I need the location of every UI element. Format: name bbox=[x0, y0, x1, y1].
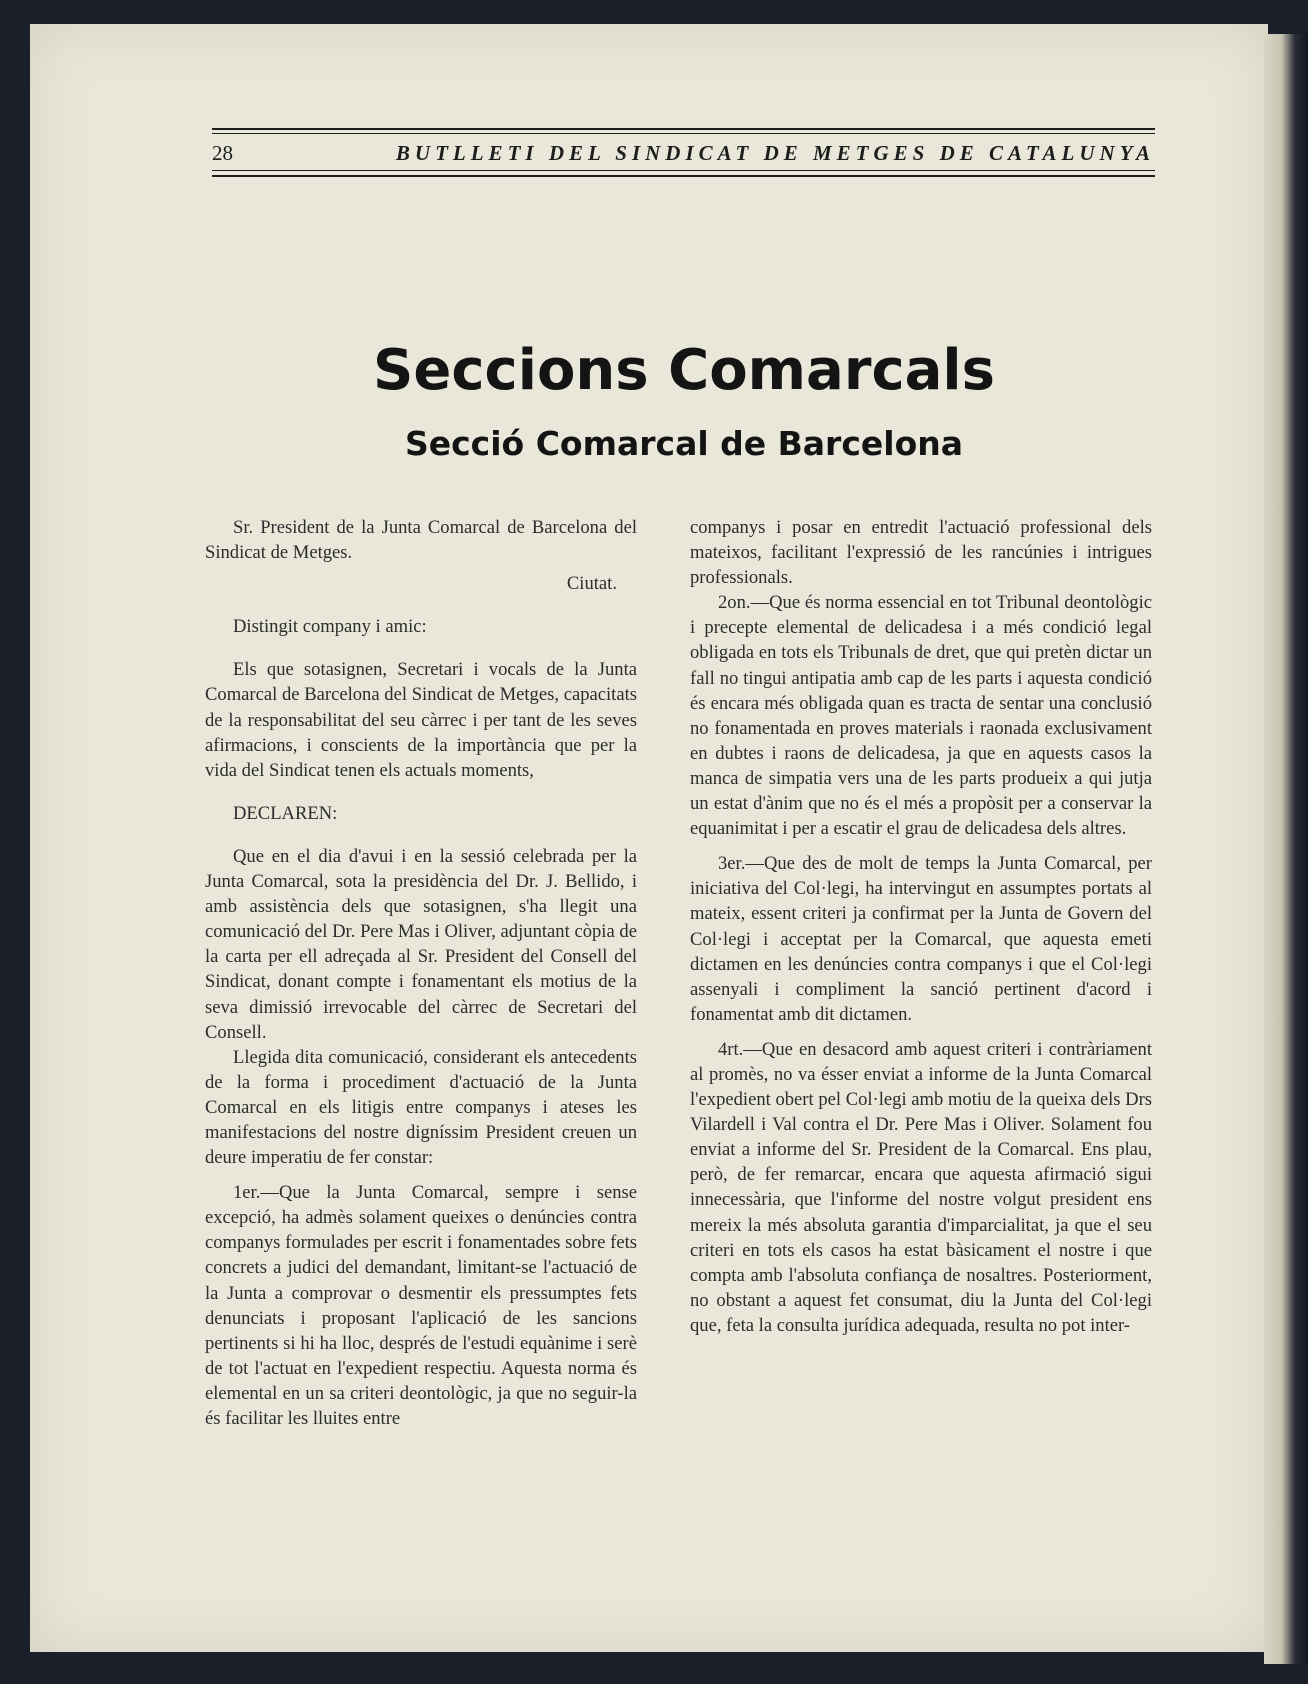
paragraph: Que en el dia d'avui i en la sessió celebrada per la Junta Comarcal, sota la presidència del Dr. J. Bellido, i amb assistència dels que sotasignen, s'ha llegit una comunicació del Dr. Pere Mas i Oliver, adjuntant còpia de la carta per ell adreçada al Sr. President del Consell del Sindicat, donant compte i fonamentant els motius de la seva dimissió irrevocable del càrrec de Secretari del Consell. bbox=[205, 845, 637, 1043]
paragraph: companys i posar en entredit l'actuació professional dels mateixos, facilitant l'expressió de les rancúnies i intrigues professionals. bbox=[690, 517, 1152, 589]
paragraph: 2on.—Que és norma essencial en tot Tribunal deontològic i precepte elemental de delicadesa i a més condició legal obligada en tots els Tribunals de dret, que qui pretèn dictar un fall no tingui antipatia amb cap de les parts i aquesta condició és encara més obligada quan es tracta de sentar una conclusió no fonamentada en proves materials i raonada exclusivament en dubtes i raons de delicadesa, ja que en aquests casos la manca de simpatia vers una de les parts produeix a qui jutja un estat d'ànim que no és el més a propòsit per a conservar la equanimitat i per a escatir el grau de delicadesa dels altres. bbox=[690, 592, 1152, 840]
book-edge bbox=[1264, 34, 1308, 1664]
page-number: 28 bbox=[212, 141, 233, 165]
paragraph: 4rt.—Que en desacord amb aquest criteri i contràriament al promès, no va ésser enviat a informe de la Junta Comarcal l'expedient obert pel Col·legi amb motiu de la queixa dels Drs Vilardell i Val contra el Dr. Pere Mas i Oliver. Solament fou enviat a informe del Sr. President de la Comarcal. Ens plau, però, de fer remarcar, encara que aquesta afirmació sigui innecessària, que l'informe del nostre volgut president ens mereix la més absoluta garantia d'imparcialitat, ja que el seu criteri en tots els casos ha estat bàsicament el nostre i que compta amb l'absoluta confiança de nosaltres. Posteriorment, no obstant a aquest fet consumat, diu la Junta del Col·legi que, feta la consulta jurídica adequada, resulta no pot inter- bbox=[690, 1038, 1152, 1336]
paragraph: 3er.—Que des de molt de temps la Junta Comarcal, per iniciativa del Col·legi, ha intervingut en assumptes portats al mateix, essent criteri ja confirmat per la Junta de Govern del Col·legi i acceptat per la Comarcal, que aquesta emeti dictamen en les denúncies contra companys i que el Col·legi assenyali i compliment la sanció pertinent d'acord i fonamentat amb dit dictamen. bbox=[690, 853, 1152, 1025]
paragraph: Ciutat. bbox=[566, 573, 617, 595]
left-column bbox=[205, 515, 637, 1431]
paragraph: 1er.—Que la Junta Comarcal, sempre i sense excepció, ha admès solament queixes o denúncies contra companys formulades per escrit i fonamentades sobre fets concrets a judici del demandant, limitant-se l'actuació de la Junta a comprovar o desmentir els pressumptes fets denunciats i proposant l'aplicació de les sancions pertinents si hi ha lloc, després de l'estudi equànime i serè de tot l'actuat en l'expedient respectiu. Aquesta norma és elemental en un sa criteri deontològic, ja que no seguir-la és facilitar les lluites entre bbox=[205, 1182, 637, 1429]
paragraph: Distingit company i amic: bbox=[233, 616, 427, 638]
section-title: Seccions Comarcals bbox=[373, 338, 995, 403]
running-header bbox=[212, 128, 1155, 184]
header-rule-bottom-thin bbox=[212, 170, 1155, 171]
journal-title: BUTLLETI DEL SINDICAT DE METGES DE CATALUNYA bbox=[395, 141, 1155, 165]
header-rule-top-thin bbox=[212, 133, 1155, 134]
paragraph: Sr. President de la Junta Comarcal de Barcelona del Sindicat de Metges. bbox=[205, 517, 637, 564]
right-column bbox=[690, 515, 1152, 1338]
header-rule-top bbox=[212, 128, 1155, 130]
paragraph: Els que sotasignen, Secretari i vocals de la Junta Comarcal de Barcelona del Sindicat de Metges, capacitats de la responsabilitat del seu càrrec i per tant de les seves afirmacions, i conscients de la importància que per la vida del Sindicat tenen els actuals moments, bbox=[205, 659, 637, 781]
header-rule-bottom bbox=[212, 175, 1155, 177]
paragraph: DECLAREN: bbox=[233, 802, 338, 824]
paragraph: Llegida dita comunicació, considerant els antecedents de la forma i procediment d'actuació de la Junta Comarcal en els litigis entre companys i ateses les manifestacions del nostre digníssim President creuen un deure imperatiu de fer constar: bbox=[205, 1046, 637, 1169]
section-subtitle: Secció Comarcal de Barcelona bbox=[404, 424, 964, 463]
